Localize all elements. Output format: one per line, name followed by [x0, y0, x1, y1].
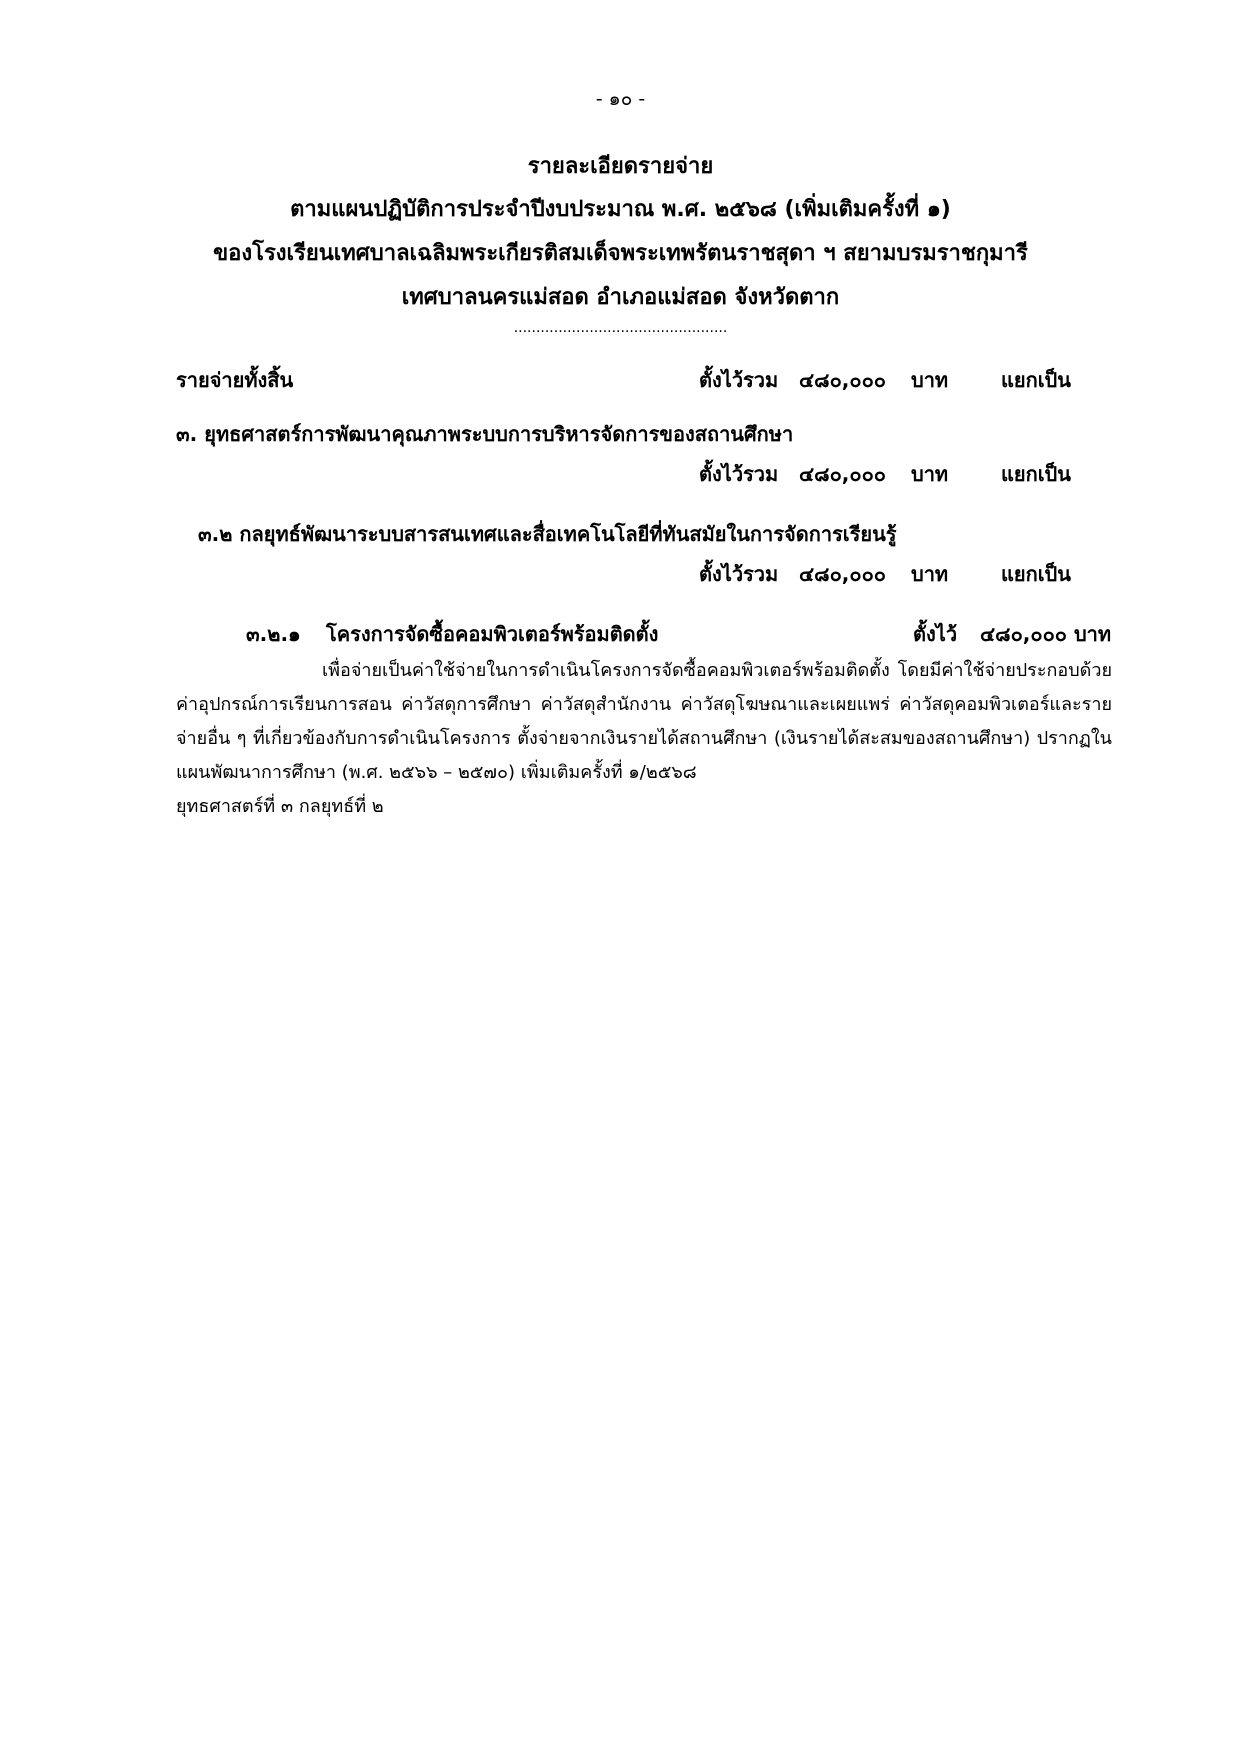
strategy-3-unit: บาท: [911, 462, 949, 486]
strategy-3-2-title: ๓.๒ กลยุทธ์พัฒนาระบบสารสนเทศและสื่อเทคโนโลยีที่ทันสมัยในการจัดการเรียนรู้: [198, 522, 897, 546]
document-subtitle-plan: ตามแผนปฏิบัติการประจำปีงบประมาณ พ.ศ. ๒๕๖๘ (เพิ่มเติมครั้งที่ ๑): [290, 197, 951, 222]
dotted-divider: ................................................: [513, 320, 728, 336]
document-subtitle-location: เทศบาลนครแม่สอด อำเภอแม่สอด จังหวัดตาก: [401, 285, 840, 310]
document-subtitle-school: ของโรงเรียนเทศบาลเฉลิมพระเกียรติสมเด็จพระเทพรัตนราชสุดา ฯ สยามบรมราชกุมารี: [213, 241, 1028, 266]
project-description-paragraph: [176, 654, 1112, 790]
total-amount-label: ตั้งไว้รวม: [699, 368, 779, 392]
total-amount: ๔๘๐,๐๐๐: [799, 368, 886, 392]
project-3-2-1-description-block: [176, 654, 1112, 824]
total-separate-label: แยกเป็น: [1001, 368, 1071, 392]
project-3-2-1-amount-label: ตั้งไว้: [913, 622, 958, 646]
page-number: - ๑๐ -: [595, 88, 646, 110]
project-strategy-reference: ยุทธศาสตร์ที่ ๓ กลยุทธ์ที่ ๒: [176, 796, 384, 817]
strategy-3-amount-label: ตั้งไว้รวม: [699, 462, 779, 486]
strategy-3-separate-label: แยกเป็น: [1001, 462, 1071, 486]
strategy-3-title: ๓. ยุทธศาสตร์การพัฒนาคุณภาพระบบการบริหารจัดการของสถานศึกษา: [176, 422, 794, 446]
strategy-3-amount: ๔๘๐,๐๐๐: [799, 462, 886, 486]
project-3-2-1-number: ๓.๒.๑: [246, 622, 301, 646]
project-3-2-1-amount: ๔๘๐,๐๐๐ บาท: [980, 622, 1112, 646]
strategy-3-2-unit: บาท: [911, 562, 949, 586]
project-description: เพื่อจ่ายเป็นค่าใช้จ่ายในการดำเนินโครงการจัดซื้อคอมพิวเตอร์พร้อมติดตั้ง โดยมีค่าใช้จ่ายประกอบด้วย ค่าอุปกรณ์การเรียนการสอน ค่าวัสดุการศึกษา ค่าวัสดุสำนักงาน ค่าวัสดุโฆษณาและเผยแพร่ ค่าวัสดุคอมพิวเตอร์และรายจ่ายอื่น ๆ ที่เกี่ยวข้องกับการดำเนินโครงการ ตั้งจ่ายจากเงินรายได้สถานศึกษา (เงินรายได้สะสมของสถานศึกษา) ปรากฏในแผนพัฒนาการศึกษา (พ.ศ. ๒๕๖๖ – ๒๕๗๐) เพิ่มเติมครั้งที่ ๑/๒๕๖๘: [176, 660, 1112, 783]
strategy-3-2-amount: ๔๘๐,๐๐๐: [799, 562, 886, 586]
strategy-3-2-amount-label: ตั้งไว้รวม: [699, 562, 779, 586]
document-title: รายละเอียดรายจ่าย: [527, 154, 714, 179]
total-unit: บาท: [911, 368, 949, 392]
total-label: รายจ่ายทั้งสิ้น: [176, 368, 294, 392]
strategy-3-2-separate-label: แยกเป็น: [1001, 562, 1071, 586]
project-3-2-1-name: โครงการจัดซื้อคอมพิวเตอร์พร้อมติดตั้ง: [326, 622, 659, 646]
